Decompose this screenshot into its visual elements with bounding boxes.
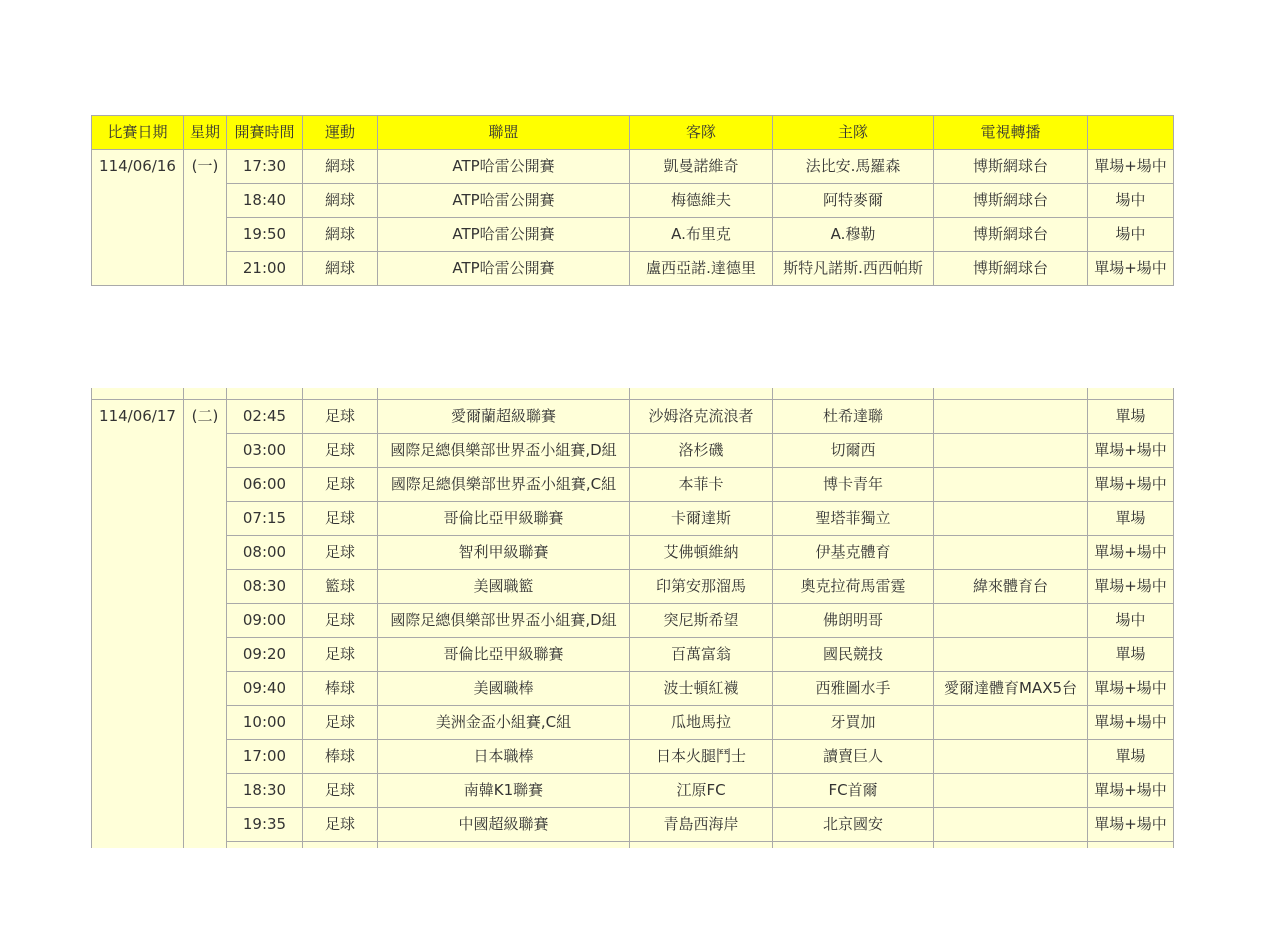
match-date: 114/06/17: [92, 400, 184, 876]
cell-time: 02:45: [227, 400, 303, 434]
cell-league: 美洲金盃小組賽,C組: [378, 706, 630, 740]
cell-tv: 博斯網球台: [934, 184, 1088, 218]
header-sport: 運動: [303, 116, 378, 150]
cell-league: 國際足總俱樂部世界盃小組賽,D組: [378, 434, 630, 468]
header-league: 聯盟: [378, 116, 630, 150]
cell-away: 日本火腿鬥士: [630, 740, 773, 774]
table-row: [92, 400, 1174, 434]
cell-league: ATP哈雷公開賽: [378, 218, 630, 252]
table-row: [92, 536, 1174, 570]
cell-tv: 博斯網球台: [934, 218, 1088, 252]
cell-bet: 單場: [1088, 400, 1174, 434]
cell-home: 法比安.馬羅森: [773, 150, 934, 184]
cell-sport: 足球: [303, 604, 378, 638]
cell-home: 切爾西: [773, 434, 934, 468]
cell-league: ATP哈雷公開賽: [378, 184, 630, 218]
cell-bet: 場中: [1088, 604, 1174, 638]
cell-sport: 足球: [303, 774, 378, 808]
cell-away: 突尼斯希望: [630, 604, 773, 638]
cell-bet: 單場: [1088, 740, 1174, 774]
schedule-table-jun17: [91, 388, 1174, 876]
partial-cell: [1088, 388, 1174, 400]
schedule-table-jun16: [91, 115, 1174, 286]
cell-away: 艾佛頓維納: [630, 536, 773, 570]
match-date: 114/06/16: [92, 150, 184, 286]
cell-away: 本菲卡: [630, 468, 773, 502]
cell-tv: 博斯網球台: [934, 252, 1088, 286]
cell-time: 21:00: [227, 252, 303, 286]
partial-cell: [773, 388, 934, 400]
cell-league: 美國職籃: [378, 570, 630, 604]
cell-sport: 網球: [303, 150, 378, 184]
partial-cell: [227, 388, 303, 400]
partial-cell: [184, 388, 227, 400]
cell-bet: 單場+場中: [1088, 774, 1174, 808]
cell-home: 佛朗明哥: [773, 604, 934, 638]
table-row: [92, 252, 1174, 286]
cell-bet: 單場: [1088, 502, 1174, 536]
table-row: [92, 672, 1174, 706]
cell-home: 阿特麥爾: [773, 184, 934, 218]
cell-league: 南韓K1聯賽: [378, 774, 630, 808]
table-row: [92, 638, 1174, 672]
cell-sport: 足球: [303, 706, 378, 740]
table-row: [92, 740, 1174, 774]
cell-bet: 單場+場中: [1088, 672, 1174, 706]
cell-league: ATP哈雷公開賽: [378, 252, 630, 286]
cell-league: 哥倫比亞甲級聯賽: [378, 638, 630, 672]
table-row: [92, 184, 1174, 218]
cell-tv: 緯來體育台: [934, 570, 1088, 604]
cell-tv: [934, 706, 1088, 740]
cell-away: 洛杉磯: [630, 434, 773, 468]
cell-time: 09:40: [227, 672, 303, 706]
cell-time: 09:00: [227, 604, 303, 638]
cell-sport: 網球: [303, 218, 378, 252]
cell-bet: 單場+場中: [1088, 536, 1174, 570]
cell-league: 中國超級聯賽: [378, 808, 630, 842]
cell-home: 讀賣巨人: [773, 740, 934, 774]
cell-bet: 單場+場中: [1088, 468, 1174, 502]
cell-time: 08:30: [227, 570, 303, 604]
cell-sport: 足球: [303, 400, 378, 434]
cell-time: 17:30: [227, 150, 303, 184]
cell-bet: 單場+場中: [1088, 808, 1174, 842]
cell-sport: 籃球: [303, 570, 378, 604]
cell-league: 日本職棒: [378, 740, 630, 774]
cell-league: 愛爾蘭超級聯賽: [378, 400, 630, 434]
table-row: [92, 218, 1174, 252]
header-tv: 電視轉播: [934, 116, 1088, 150]
cell-tv: [934, 468, 1088, 502]
cell-time: 03:00: [227, 434, 303, 468]
cell-tv: 愛爾達體育MAX5台: [934, 672, 1088, 706]
cell-sport: 棒球: [303, 672, 378, 706]
cell-tv: [934, 536, 1088, 570]
cell-league: 智利甲級聯賽: [378, 536, 630, 570]
cell-away: 卡爾達斯: [630, 502, 773, 536]
header-weekday: 星期: [184, 116, 227, 150]
cell-sport: 棒球: [303, 740, 378, 774]
cell-tv: [934, 400, 1088, 434]
cell-away: 江原FC: [630, 774, 773, 808]
partial-cell: [630, 388, 773, 400]
cell-league: ATP哈雷公開賽: [378, 150, 630, 184]
header-date: 比賽日期: [92, 116, 184, 150]
table-row: [92, 570, 1174, 604]
cell-away: A.布里克: [630, 218, 773, 252]
cell-bet: 單場+場中: [1088, 150, 1174, 184]
cell-tv: [934, 502, 1088, 536]
header-home: 主隊: [773, 116, 934, 150]
cell-home: 國民競技: [773, 638, 934, 672]
cell-time: 07:15: [227, 502, 303, 536]
cell-away: 百萬富翁: [630, 638, 773, 672]
table-row: [92, 774, 1174, 808]
page-bottom-mask: [0, 848, 1280, 941]
match-weekday: (一): [184, 150, 227, 286]
cell-sport: 足球: [303, 638, 378, 672]
cell-tv: [934, 774, 1088, 808]
cell-time: 17:00: [227, 740, 303, 774]
cell-time: 19:35: [227, 808, 303, 842]
cell-league: 國際足總俱樂部世界盃小組賽,D組: [378, 604, 630, 638]
cell-home: A.穆勒: [773, 218, 934, 252]
cell-time: 18:30: [227, 774, 303, 808]
cell-sport: 網球: [303, 252, 378, 286]
table-row: [92, 604, 1174, 638]
cell-away: 梅德維夫: [630, 184, 773, 218]
cell-sport: 網球: [303, 184, 378, 218]
cell-league: 哥倫比亞甲級聯賽: [378, 502, 630, 536]
cell-away: 凱曼諾維奇: [630, 150, 773, 184]
cell-away: 沙姆洛克流浪者: [630, 400, 773, 434]
cell-bet: 單場+場中: [1088, 252, 1174, 286]
cell-home: 聖塔菲獨立: [773, 502, 934, 536]
table-row: [92, 808, 1174, 842]
partial-cell: [92, 388, 184, 400]
cell-sport: 足球: [303, 468, 378, 502]
cell-tv: [934, 808, 1088, 842]
table-row: [92, 502, 1174, 536]
cell-bet: 場中: [1088, 218, 1174, 252]
cell-sport: 足球: [303, 434, 378, 468]
cell-home: FC首爾: [773, 774, 934, 808]
table-row: [92, 468, 1174, 502]
match-weekday: (二): [184, 400, 227, 876]
table-row: [92, 434, 1174, 468]
cell-bet: 單場: [1088, 638, 1174, 672]
cell-time: 06:00: [227, 468, 303, 502]
cell-away: 盧西亞諾.達德里: [630, 252, 773, 286]
cell-away: 波士頓紅襪: [630, 672, 773, 706]
cell-league: 美國職棒: [378, 672, 630, 706]
cell-away: 瓜地馬拉: [630, 706, 773, 740]
cell-tv: [934, 740, 1088, 774]
table-row-partial: [92, 388, 1174, 400]
cell-sport: 足球: [303, 536, 378, 570]
cell-home: 北京國安: [773, 808, 934, 842]
cell-time: 19:50: [227, 218, 303, 252]
cell-bet: 單場+場中: [1088, 570, 1174, 604]
cell-home: 博卡青年: [773, 468, 934, 502]
cell-away: 青島西海岸: [630, 808, 773, 842]
cell-home: 伊基克體育: [773, 536, 934, 570]
cell-league: 國際足總俱樂部世界盃小組賽,C組: [378, 468, 630, 502]
cell-home: 牙買加: [773, 706, 934, 740]
cell-home: 杜希達聯: [773, 400, 934, 434]
cell-bet: 場中: [1088, 184, 1174, 218]
cell-time: 08:00: [227, 536, 303, 570]
header-away: 客隊: [630, 116, 773, 150]
cell-bet: 單場+場中: [1088, 706, 1174, 740]
cell-bet: 單場+場中: [1088, 434, 1174, 468]
partial-cell: [934, 388, 1088, 400]
partial-cell: [303, 388, 378, 400]
partial-cell: [378, 388, 630, 400]
cell-home: 斯特凡諾斯.西西帕斯: [773, 252, 934, 286]
header-time: 開賽時間: [227, 116, 303, 150]
cell-time: 18:40: [227, 184, 303, 218]
header-bet: [1088, 116, 1174, 150]
header-row: [92, 116, 1174, 150]
cell-tv: 博斯網球台: [934, 150, 1088, 184]
cell-time: 09:20: [227, 638, 303, 672]
cell-sport: 足球: [303, 502, 378, 536]
cell-tv: [934, 434, 1088, 468]
table-row: [92, 706, 1174, 740]
cell-tv: [934, 604, 1088, 638]
cell-tv: [934, 638, 1088, 672]
cell-away: 印第安那溜馬: [630, 570, 773, 604]
cell-time: 10:00: [227, 706, 303, 740]
table-row: [92, 150, 1174, 184]
cell-home: 奧克拉荷馬雷霆: [773, 570, 934, 604]
cell-sport: 足球: [303, 808, 378, 842]
cell-home: 西雅圖水手: [773, 672, 934, 706]
